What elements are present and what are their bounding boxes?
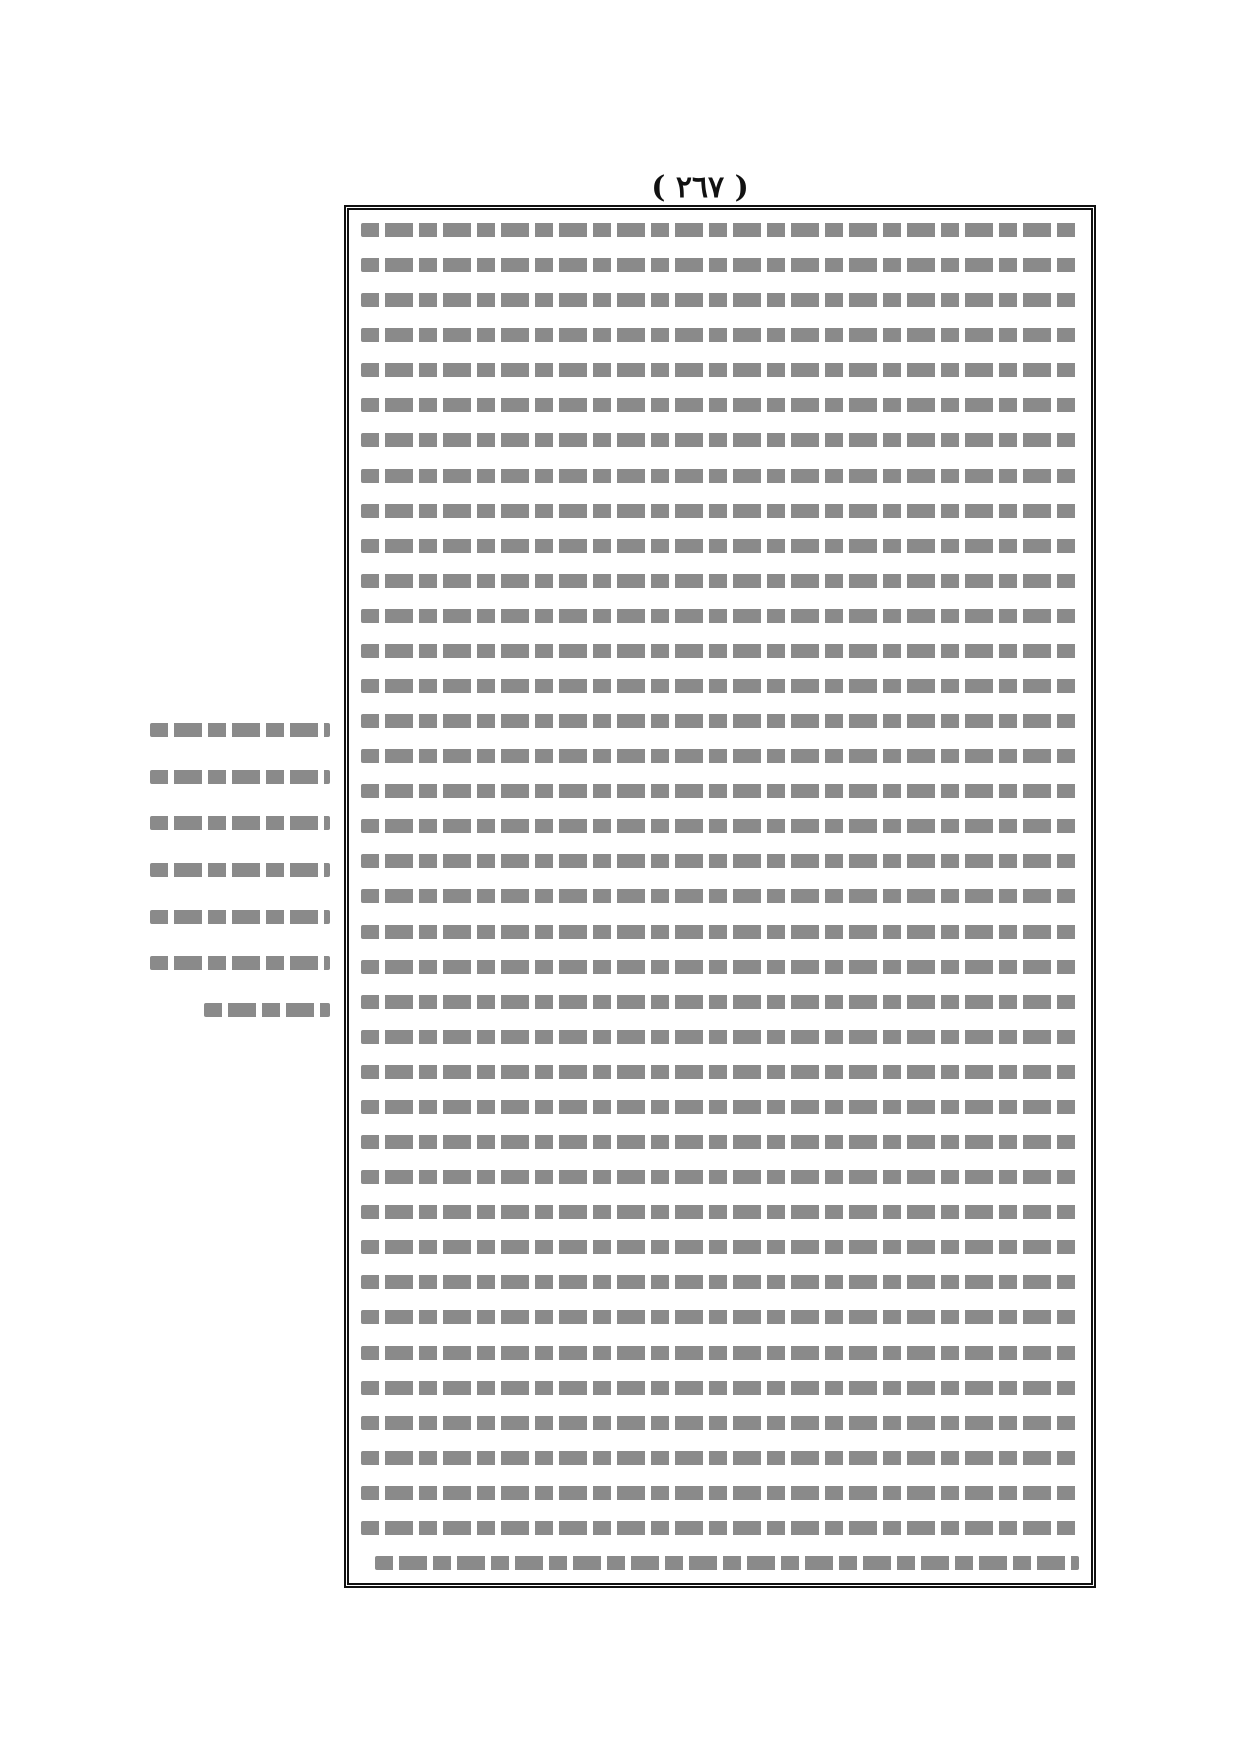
main-text-line-ink <box>361 609 1079 623</box>
margin-note-line-ink <box>204 1003 330 1017</box>
main-text-line <box>361 1483 1079 1503</box>
main-text-line <box>361 1132 1079 1152</box>
main-text-line-ink <box>361 1205 1079 1219</box>
main-text-line-ink <box>361 995 1079 1009</box>
margin-note-line <box>150 767 330 787</box>
main-text-line <box>361 360 1079 380</box>
margin-note-line <box>150 1000 330 1020</box>
main-text-line <box>361 1237 1079 1257</box>
main-text-line-ink <box>361 539 1079 553</box>
main-text-line-ink <box>361 433 1079 447</box>
page-number: ( ٢٦٧ ) <box>651 170 749 205</box>
main-text-line-ink <box>361 1135 1079 1149</box>
main-text-line <box>361 290 1079 310</box>
main-text-line <box>361 1027 1079 1047</box>
main-text-line-ink <box>361 1486 1079 1500</box>
main-text-line <box>361 1553 1079 1573</box>
margin-note-line <box>150 813 330 833</box>
main-text-line-ink <box>361 679 1079 693</box>
main-text-line <box>361 922 1079 942</box>
main-text-line <box>361 1097 1079 1117</box>
margin-note <box>150 720 330 1020</box>
main-text-line <box>361 1413 1079 1433</box>
main-text-line <box>361 220 1079 240</box>
main-text-line <box>361 325 1079 345</box>
main-text-line <box>361 395 1079 415</box>
main-text-line <box>361 1272 1079 1292</box>
main-text-line <box>361 1343 1079 1363</box>
main-text-line-ink <box>361 1030 1079 1044</box>
margin-note-line <box>150 953 330 973</box>
main-text-line <box>361 851 1079 871</box>
main-text-line-ink <box>361 363 1079 377</box>
main-text-line-ink <box>361 1240 1079 1254</box>
margin-note-line-ink <box>150 956 330 970</box>
margin-note-line-ink <box>150 723 330 737</box>
main-text-line <box>361 430 1079 450</box>
margin-note-line-ink <box>150 816 330 830</box>
main-text-line-ink <box>361 889 1079 903</box>
margin-note-line <box>150 720 330 740</box>
main-text-line-ink <box>361 644 1079 658</box>
main-text-line-ink <box>361 328 1079 342</box>
main-text-line-ink <box>361 469 1079 483</box>
main-text-line-ink <box>361 1381 1079 1395</box>
main-text-line <box>361 1167 1079 1187</box>
main-text-line <box>361 1062 1079 1082</box>
main-text-line <box>361 466 1079 486</box>
main-text-line-ink <box>361 1310 1079 1324</box>
main-text-line-ink <box>361 504 1079 518</box>
main-text-line <box>361 501 1079 521</box>
main-text-line-ink <box>361 1451 1079 1465</box>
main-text-line-ink <box>361 1065 1079 1079</box>
margin-note-line-ink <box>150 910 330 924</box>
main-text-line-ink <box>361 1170 1079 1184</box>
main-text-line <box>361 641 1079 661</box>
main-text-line-ink <box>361 714 1079 728</box>
main-text-line-ink <box>361 784 1079 798</box>
main-text-line-ink <box>361 925 1079 939</box>
main-text-line-ink <box>361 1100 1079 1114</box>
main-text-block <box>361 220 1079 1573</box>
main-text-line-ink <box>361 1416 1079 1430</box>
main-text-line <box>361 1448 1079 1468</box>
main-text-line-ink <box>361 819 1079 833</box>
main-text-line-ink <box>361 1275 1079 1289</box>
main-text-line-ink <box>375 1556 1079 1570</box>
main-text-line <box>361 255 1079 275</box>
margin-note-line-ink <box>150 863 330 877</box>
main-text-line-ink <box>361 1521 1079 1535</box>
margin-note-line-ink <box>150 770 330 784</box>
margin-note-line <box>150 907 330 927</box>
main-text-line <box>361 536 1079 556</box>
main-text-line <box>361 886 1079 906</box>
main-text-line <box>361 606 1079 626</box>
main-text-line <box>361 816 1079 836</box>
main-text-line-ink <box>361 398 1079 412</box>
main-text-line <box>361 1202 1079 1222</box>
main-text-line <box>361 1518 1079 1538</box>
main-text-line <box>361 571 1079 591</box>
main-text-line <box>361 957 1079 977</box>
main-text-line <box>361 992 1079 1012</box>
main-text-line <box>361 781 1079 801</box>
main-text-frame <box>344 205 1096 1588</box>
main-text-line-ink <box>361 854 1079 868</box>
main-text-line <box>361 1307 1079 1327</box>
main-text-line <box>361 1378 1079 1398</box>
main-text-line-ink <box>361 223 1079 237</box>
main-text-line-ink <box>361 1346 1079 1360</box>
main-text-line-ink <box>361 960 1079 974</box>
main-text-line-ink <box>361 749 1079 763</box>
main-text-line-ink <box>361 258 1079 272</box>
main-text-line-ink <box>361 293 1079 307</box>
main-text-line-ink <box>361 574 1079 588</box>
main-text-line <box>361 711 1079 731</box>
margin-note-line <box>150 860 330 880</box>
main-text-line <box>361 746 1079 766</box>
main-text-line <box>361 676 1079 696</box>
